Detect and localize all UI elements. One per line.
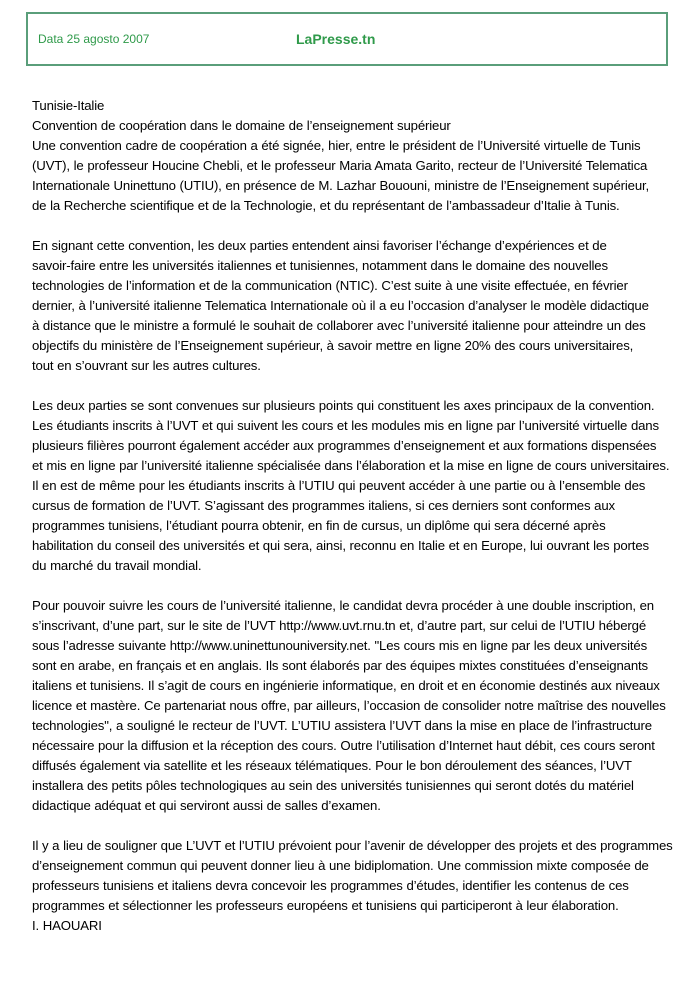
paragraph-line: du marché du travail mondial. (32, 558, 202, 573)
paragraph-line: installera des petits pôles technologiques au sein des universités tunisiennes qui seront dotés du matériel (32, 778, 634, 793)
paragraph-line: Les étudiants inscrits à l’UVT et qui suivent les cours et les modules mis en ligne par l’université virtuelle dans (32, 418, 659, 433)
source-name: LaPresse.tn (296, 31, 376, 47)
paragraph-line: Il y a lieu de souligner que L’UVT et l’UTIU prévoient pour l’avenir de développer des projets et des programmes (32, 838, 673, 853)
paragraph-4 (32, 836, 682, 936)
publication-date: Data 25 agosto 2007 (38, 32, 150, 46)
paragraph-3 (32, 596, 682, 816)
paragraph-line: et mis en ligne par l’université italienne spécialisée dans l’élaboration et la mise en ligne de cours universitaires. (32, 458, 670, 473)
header-box (26, 12, 668, 66)
paragraph-line: didactique adéquat et qui serviront aussi de salles d’examen. (32, 798, 381, 813)
article-author: I. HAOUARI (32, 918, 102, 933)
paragraph-line: technologies", a souligné le recteur de l’UVT. L’UTIU assistera l’UVT dans la mise en place de l’infrastructure (32, 718, 652, 733)
article-title: Convention de coopération dans le domaine de l’enseignement supérieur (32, 118, 451, 133)
paragraph-line: En signant cette convention, les deux parties entendent ainsi favoriser l’échange d’expériences et de (32, 238, 607, 253)
paragraph-line: objectifs du ministère de l’Enseignement supérieur, à savoir mettre en ligne 20% des cours universitaires, (32, 338, 634, 353)
paragraph-1 (32, 236, 682, 376)
paragraph-line: plusieurs filières pourront également accéder aux programmes d’enseignement et aux formations dispensées (32, 438, 657, 453)
paragraph-line: programmes tunisiens, l’étudiant pourra obtenir, en fin de cursus, un diplôme qui sera décerné après (32, 518, 606, 533)
article-body (32, 96, 682, 936)
paragraph-line: Il en est de même pour les étudiants inscrits à l’UTIU qui peuvent accéder à une partie ou à l’ensemble des (32, 478, 646, 493)
paragraph-line: cursus de formation de l’UVT. S’agissant des programmes italiens, si ces derniers sont conformes aux (32, 498, 615, 513)
paragraph-line: savoir-faire entre les universités italiennes et tunisiennes, notamment dans le domaine des nouvelles (32, 258, 608, 273)
paragraph-line: professeurs tunisiens et italiens devra concevoir les programmes d’études, identifier les contenus de ces (32, 878, 629, 893)
paragraph-line: licence et mastère. Ce partenariat nous offre, par ailleurs, l’occasion de consolider notre maîtrise des nouvelles (32, 698, 666, 713)
paragraph-line: à distance que le ministre a formulé le souhait de collaborer avec l’université italienne pour atteindre un des (32, 318, 646, 333)
lead-line: (UVT), le professeur Houcine Chebli, et le professeur Maria Amata Garito, recteur de l’Université Telematica (32, 158, 648, 173)
paragraph-line: nécessaire pour la diffusion et la réception des cours. Outre l’utilisation d’Internet haut débit, ces cours seront (32, 738, 655, 753)
paragraph-2 (32, 396, 682, 576)
paragraph-line: sont en arabe, en français et en anglais. Ils sont élaborés par des équipes mixtes constituées d’enseignants (32, 658, 648, 673)
paragraph-line: tout en s’ouvrant sur les autres cultures. (32, 358, 261, 373)
lead-line: Internationale Uninettuno (UTIU), en présence de M. Lazhar Bououni, ministre de l’Enseignement supérieur, (32, 178, 650, 193)
paragraph-line: italiens et tunisiens. Il s’agit de cours en ingénierie informatique, en droit et en économie destinés aux niveaux (32, 678, 660, 693)
paragraph-line: Les deux parties se sont convenues sur plusieurs points qui constituent les axes principaux de la convention. (32, 398, 655, 413)
lead-line: Une convention cadre de coopération a été signée, hier, entre le président de l’Université virtuelle de Tunis (32, 138, 641, 153)
article-intro (32, 96, 682, 216)
lead-line: de la Recherche scientifique et de la Technologie, et du représentant de l’ambassadeur d’Italie à Tunis. (32, 198, 620, 213)
paragraph-line: Pour pouvoir suivre les cours de l’université italienne, le candidat devra procéder à une double inscription, en (32, 598, 654, 613)
paragraph-line: technologies de l’information et de la communication (NTIC). C’est suite à une visite effectuée, en février (32, 278, 628, 293)
paragraph-line: dernier, à l’université italienne Telematica Internationale où il a eu l’occasion d’analyser le modèle didactique (32, 298, 649, 313)
paragraph-line: habilitation du conseil des universités et qui sera, ainsi, reconnu en Italie et en Europe, lui ouvrant les portes (32, 538, 649, 553)
paragraph-line: s’inscrivant, d’une part, sur le site de l’UVT http://www.uvt.rnu.tn et, d’autre part, sur celui de l’UTIU hébergé (32, 618, 647, 633)
article-kicker: Tunisie-Italie (32, 98, 105, 113)
paragraph-line: diffusés également via satellite et les réseaux télématiques. Pour le bon déroulement des séances, l’UVT (32, 758, 632, 773)
paragraph-line: programmes et sélectionner les professeurs européens et tunisiens qui participeront à leur élaboration. (32, 898, 619, 913)
paragraph-line: sous l’adresse suivante http://www.uninettunouniversity.net. "Les cours mis en ligne par les deux universités (32, 638, 648, 653)
paragraph-line: d’enseignement commun qui peuvent donner lieu à une bidiplomation. Une commission mixte composée de (32, 858, 649, 873)
